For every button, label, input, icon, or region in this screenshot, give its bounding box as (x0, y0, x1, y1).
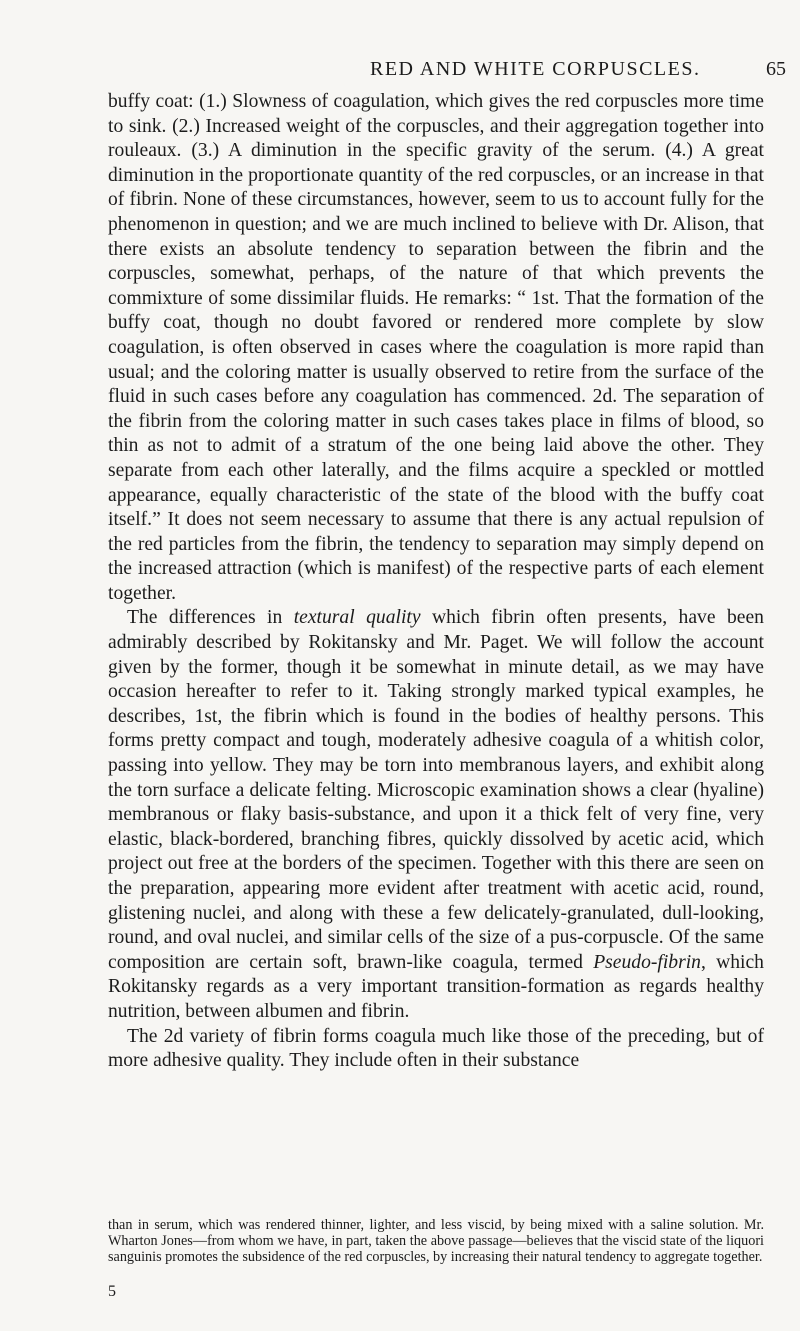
text-run: which fibrin often presents, have been admirably described by Rokitansky and Mr. Paget. We will follow the account given by the former, though it be somewhat in minute detail, as we may have occasion hereafter to refer to it. Taking strongly marked typical examples, he describes, 1st, the fibrin which is found in the bodies of healthy persons. This forms pretty compact and tough, moderately adhesive coagula of a whitish color, passing into yellow. They may be torn into membranous layers, and exhibit along the torn surface a delicate felting. Microscopic examination shows a clear (hyaline) membranous or flaky basis-substance, and upon it a thick felt of very fine, very elastic, black-bordered, branching fibres, quickly dissolved by acetic acid, which project out free at the borders of the specimen. Together with this there are seen on the preparation, appearing more evident after treatment with acetic acid, round, glistening nuclei, and along with these a few delicately-granulated, dull-looking, round, and oval nuclei, and similar cells of the size of a pus-corpuscle. Of the same composition are certain soft, brawn-like coagula, termed (108, 607, 764, 973)
running-head: RED AND WHITE CORPUSCLES. (370, 58, 701, 80)
paragraph (108, 606, 764, 1024)
footnote (108, 1217, 764, 1266)
text-run: The differences in (127, 607, 294, 629)
paragraph: The 2d variety of fibrin forms coagula much like those of the preceding, but of more adhesive quality. They include often in their substance (108, 1025, 764, 1072)
emphasis: textural quality (293, 607, 421, 629)
signature-mark: 5 (108, 1283, 116, 1300)
text-run: , which Rokitansky regards as a very important transition-formation as regards healthy nutrition, between albumen and fibrin. (108, 951, 764, 1022)
page-header (0, 58, 800, 86)
body-text (108, 90, 764, 1074)
page-number: 65 (766, 58, 786, 80)
paragraph: buffy coat: (1.) Slowness of coagulation, which gives the red corpuscles more time to sink. (2.) Increased weight of the corpuscles, and their aggregation together into rouleaux. (3.) A diminution in the specific gravity of the serum. (4.) A great diminution in the proportionate quantity of the red corpuscles, or an increase in that of fibrin. None of these circumstances, however, seem to us to account fully for the phenomenon in question; and we are much inclined to believe with Dr. Alison, that there exists an absolute tendency to separation between the fibrin and the corpuscles, somewhat, perhaps, of the nature of that which prevents the commixture of some dissimilar fluids. He remarks: “ 1st. That the formation of the buffy coat, though no doubt favored or rendered more complete by slow coagulation, is often observed in cases where the coagulation is more rapid than usual; and the coloring matter is usually observed to retire from the surface of the fluid in such cases before any coagulation has commenced. 2d. The separation of the fibrin from the coloring matter in such cases takes place in films of blood, so thin as not to admit of a stratum of the one being laid above the other. They separate from each other laterally, and the films acquire a speckled or mottled appearance, equally characteristic of the state of the blood with the buffy coat itself.” It does not seem necessary to assume that there is any actual repulsion of the red particles from the fibrin, the tendency to separation may simply depend on the increased attraction (which is manifest) of the respective parts of each element together. (108, 91, 764, 604)
footnote-text: than in serum, which was rendered thinner, lighter, and less viscid, by being mixed with a saline solution. Mr. Wharton Jones—from whom we have, in part, taken the above passage—believes that the viscid state of the liquori sanguinis promotes the subsidence of the red corpuscles, by increasing their natural tendency to aggregate together. (108, 1217, 764, 1266)
emphasis: Pseudo-fibrin (593, 951, 701, 973)
